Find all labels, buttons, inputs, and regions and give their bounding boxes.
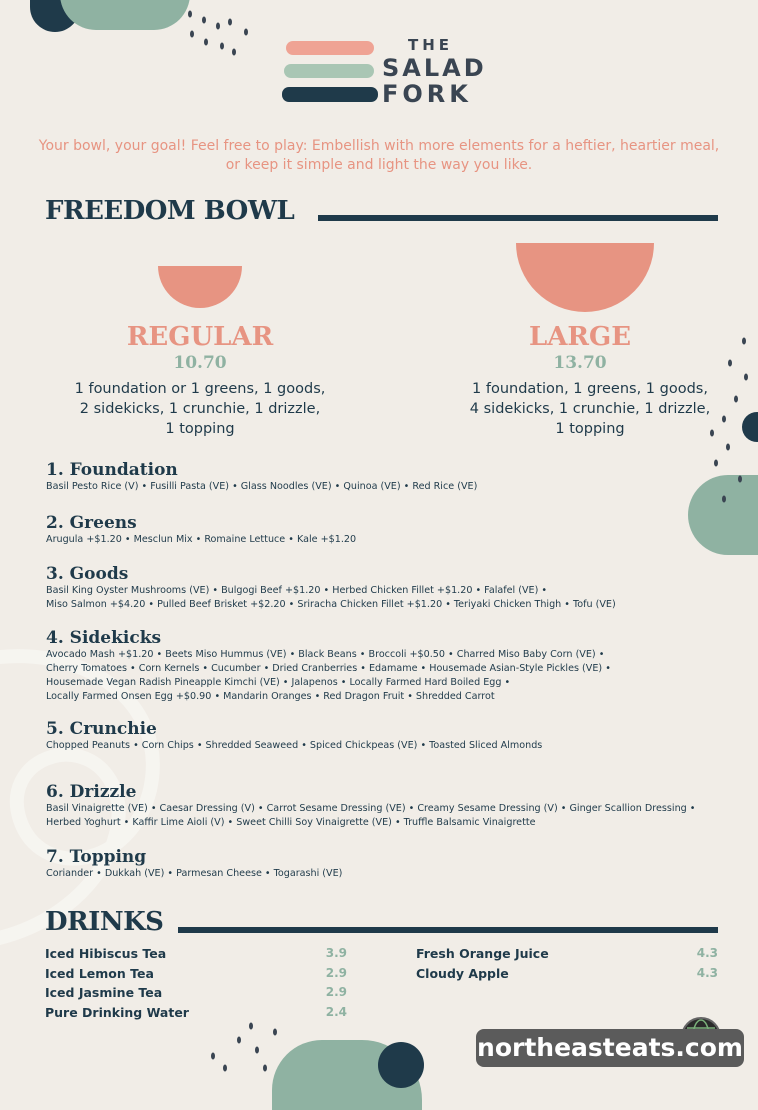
tagline-line-1: Your bowl, your goal! Feel free to play: Embellish with more elements for a heftier, heartier meal, <box>38 138 720 154</box>
decor-dots-top <box>180 8 260 58</box>
section-goods <box>46 564 736 612</box>
drink-row <box>45 985 347 1005</box>
section-items-line-2: Herbed Yoghurt • Kaffir Lime Aioli (V) • Sweet Chilli Soy Vinaigrette (VE) • Truffle Balsamic Vinaigrette <box>46 817 536 828</box>
section-items-line-1: Basil Pesto Rice (V) • Fusilli Pasta (VE) • Glass Noodles (VE) • Quinoa (VE) • Red Rice (VE) <box>46 481 478 492</box>
drink-name: Pure Drinking Water <box>45 1004 189 1020</box>
section-items-line-2: Miso Salmon +$4.20 • Pulled Beef Brisket +$2.20 • Sriracha Chicken Fillet +$1.20 • Teriyaki Chicken Thigh • Tofu (VE) <box>46 599 616 610</box>
drink-row <box>416 946 718 966</box>
decor-blob-dark-bottom <box>378 1042 424 1088</box>
section-items-line-1: Basil Vinaigrette (VE) • Caesar Dressing (V) • Carrot Sesame Dressing (VE) • Creamy Sesame Dressing (V) • Ginger Scallion Dressing • <box>46 803 696 814</box>
large-bowl-icon <box>516 243 654 312</box>
logo-salad: SALAD <box>382 54 487 82</box>
logo <box>280 36 490 110</box>
drink-price: 4.3 <box>696 946 718 960</box>
section-greens <box>46 513 736 547</box>
section-items-line-4: Locally Farmed Onsen Egg +$0.90 • Mandarin Oranges • Red Dragon Fruit • Shredded Carrot <box>46 691 495 702</box>
section-items-line-1: Avocado Mash +$1.20 • Beets Miso Hummus (VE) • Black Beans • Broccoli +$0.50 • Charred Miso Baby Corn (VE) • <box>46 649 605 660</box>
drink-name: Iced Hibiscus Tea <box>45 946 167 961</box>
large-size-price: 13.70 <box>553 353 607 373</box>
regular-bowl-icon <box>158 266 242 308</box>
drink-name: Iced Lemon Tea <box>45 965 154 981</box>
decor-blob-green-top <box>60 0 190 30</box>
drinks-rule <box>178 927 718 933</box>
drink-row <box>416 966 718 986</box>
drinks-right-column <box>416 946 718 985</box>
section-topping <box>46 847 736 881</box>
freedom-bowl-rule <box>318 215 718 221</box>
drink-price: 4.3 <box>696 965 718 980</box>
watermark-badge: northeasteats.com <box>476 1029 744 1067</box>
drinks-title: DRINKS <box>45 907 164 937</box>
section-title: 7. Topping <box>46 847 147 867</box>
decor-dots-bottom <box>205 1018 285 1080</box>
section-title: 2. Greens <box>46 513 137 533</box>
logo-the: THE <box>408 36 454 54</box>
section-foundation <box>46 460 736 494</box>
drink-name: Cloudy Apple <box>416 965 509 981</box>
large-desc-line-1: 1 foundation, 1 greens, 1 goods, <box>472 381 708 397</box>
large-desc-line-3: 1 topping <box>555 421 625 437</box>
section-items-line-1: Basil King Oyster Mushrooms (VE) • Bulgogi Beef +$1.20 • Herbed Chicken Fillet +$1.20 • Falafel (VE) • <box>46 585 548 596</box>
section-title: 1. Foundation <box>46 460 178 480</box>
section-title: 4. Sidekicks <box>46 628 162 648</box>
logo-brush-strokes <box>280 36 380 110</box>
section-sidekicks <box>46 628 736 704</box>
section-items-line-3: Housemade Vegan Radish Pineapple Kimchi (VE) • Jalapenos • Locally Farmed Hard Boiled Egg • <box>46 677 511 688</box>
large-size-description <box>420 379 758 439</box>
drink-row <box>45 1005 347 1025</box>
tagline-line-2: or keep it simple and light the way you like. <box>225 157 533 173</box>
section-items-line-2: Cherry Tomatoes • Corn Kernels • Cucumber • Dried Cranberries • Edamame • Housemade Asian-Style Pickles (VE) • <box>46 663 611 674</box>
regular-desc-line-1: 1 foundation or 1 greens, 1 goods, <box>74 381 326 397</box>
section-items-line-1: Chopped Peanuts • Corn Chips • Shredded Seaweed • Spiced Chickpeas (VE) • Toasted Sliced Almonds <box>46 740 543 751</box>
large-desc-line-2: 4 sidekicks, 1 crunchie, 1 drizzle, <box>469 401 711 417</box>
section-crunchie <box>46 719 736 753</box>
section-title: 5. Crunchie <box>46 719 157 739</box>
drink-row <box>45 946 347 966</box>
section-drizzle <box>46 782 736 830</box>
drink-name: Iced Jasmine Tea <box>45 985 163 1000</box>
drink-price: 2.9 <box>325 965 347 980</box>
regular-desc-line-2: 2 sidekicks, 1 crunchie, 1 drizzle, <box>79 401 321 417</box>
drink-row <box>45 966 347 986</box>
freedom-bowl-title: FREEDOM BOWL <box>45 196 295 226</box>
section-title: 6. Drizzle <box>46 782 137 802</box>
regular-size-name: REGULAR <box>126 322 274 352</box>
regular-desc-line-3: 1 topping <box>165 421 235 437</box>
tagline <box>20 137 738 175</box>
large-size-name: LARGE <box>528 322 632 352</box>
section-title: 3. Goods <box>46 564 129 584</box>
logo-fork: FORK <box>382 80 472 108</box>
drink-price: 2.4 <box>325 1004 347 1019</box>
regular-size-price: 10.70 <box>173 353 227 373</box>
regular-size-description <box>40 379 360 439</box>
section-items-line-1: Coriander • Dukkah (VE) • Parmesan Cheese • Togarashi (VE) <box>46 868 343 879</box>
drink-price: 3.9 <box>325 946 347 960</box>
drink-name: Fresh Orange Juice <box>416 946 549 961</box>
drink-price: 2.9 <box>325 985 347 999</box>
drinks-left-column <box>45 946 347 1024</box>
section-items-line-1: Arugula +$1.20 • Mesclun Mix • Romaine Lettuce • Kale +$1.20 <box>46 534 357 545</box>
